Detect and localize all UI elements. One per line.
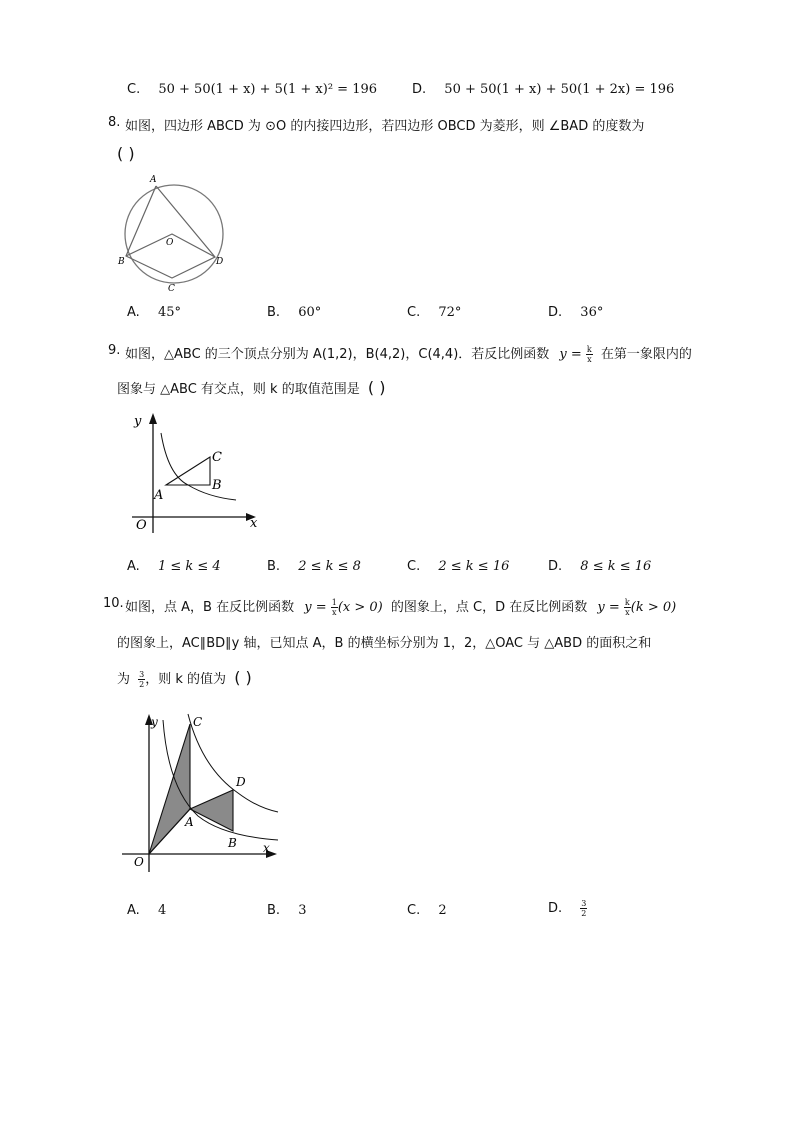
frac-denominator: x xyxy=(625,608,630,617)
q10-option-c xyxy=(407,903,447,918)
function-lhs: y = xyxy=(597,600,620,615)
option-value: 3 xyxy=(298,903,307,918)
axis-label-x: x xyxy=(250,516,258,531)
q8-stem: 如图，四边形 ABCD 为 ⊙O 的内接四边形，若四边形 OBCD 为菱形，则 ∠BAD 的度数为 xyxy=(125,119,645,134)
option-label: D. xyxy=(548,305,563,320)
q10-coordinate-figure xyxy=(118,708,283,880)
function-fraction xyxy=(331,598,338,617)
frac-numerator: 3 xyxy=(581,899,587,908)
q8-answer-bracket: ( ) xyxy=(117,144,135,163)
q10-option-d xyxy=(548,899,587,918)
q7-option-c xyxy=(127,82,377,97)
function-condition: (x > 0) xyxy=(337,600,383,615)
option-value: 1 ≤ k ≤ 4 xyxy=(157,559,221,574)
q8-option-a xyxy=(127,305,181,320)
option-label: D. xyxy=(548,559,563,574)
q10-answer-bracket: ( ) xyxy=(234,668,252,687)
q9-stem-line2 xyxy=(117,378,385,397)
q10-stem-line3 xyxy=(117,668,252,689)
label-o: O xyxy=(166,238,174,248)
axis-label-x: x xyxy=(263,841,270,855)
q8-circle-figure xyxy=(112,170,237,295)
stem-text: ，则 k 的值为 xyxy=(145,672,227,687)
option-label: C. xyxy=(407,903,421,918)
function-fraction xyxy=(624,598,631,617)
option-expression: 50 + 50(1 + x) + 5(1 + x)² = 196 xyxy=(158,82,378,97)
label-a: A xyxy=(150,175,157,185)
option-label: B. xyxy=(267,305,281,320)
option-fraction xyxy=(580,899,587,918)
option-value: 36° xyxy=(580,305,604,320)
option-label: B. xyxy=(267,903,281,918)
stem-text: 图象与 △ABC 有交点，则 k 的取值范围是 xyxy=(117,382,360,397)
q10-stem-line1 xyxy=(125,596,676,617)
option-label: A. xyxy=(127,559,140,574)
label-c: C xyxy=(193,715,203,729)
option-label: D. xyxy=(412,82,427,97)
stem-text: 如图，点 A，B 在反比例函数 xyxy=(125,600,295,615)
option-value: 2 ≤ k ≤ 16 xyxy=(438,559,510,574)
stem-text: 的图象上，点 C，D 在反比例函数 xyxy=(390,600,588,615)
frac-denominator: x xyxy=(332,608,337,617)
label-d: D xyxy=(216,257,224,267)
option-label: C. xyxy=(407,305,421,320)
label-c: C xyxy=(168,284,175,294)
function-condition: (k > 0) xyxy=(630,600,677,615)
q9-option-a xyxy=(127,559,221,574)
label-a: A xyxy=(185,815,194,829)
frac-denominator: x xyxy=(587,355,592,364)
q9-stem-line1 xyxy=(125,343,692,364)
q10-stem-line2: 的图象上，AC∥BD∥y 轴，已知点 A，B 的横坐标分别为 1，2，△OAC 与 △ABD 的面积之和 xyxy=(117,636,652,651)
option-label: C. xyxy=(407,559,421,574)
q9-option-b xyxy=(267,559,361,574)
frac-numerator: 3 xyxy=(139,670,145,679)
axis-label-y: y xyxy=(151,715,158,729)
q8-number: 8. xyxy=(108,115,121,130)
q10-option-a xyxy=(127,903,166,918)
label-a: A xyxy=(154,488,164,503)
q9-coordinate-figure xyxy=(128,405,268,537)
q9-number: 9. xyxy=(108,343,121,358)
q10-option-b xyxy=(267,903,306,918)
option-label: B. xyxy=(267,559,281,574)
frac-numerator: 1 xyxy=(331,598,337,607)
axis-label-y: y xyxy=(134,414,142,429)
q10-number: 10. xyxy=(103,596,124,611)
frac-denominator: 2 xyxy=(581,909,587,918)
q8-option-c xyxy=(407,305,461,320)
q9-answer-bracket: ( ) xyxy=(367,378,386,397)
label-b: B xyxy=(228,836,237,850)
q8-option-b xyxy=(267,305,321,320)
label-b: B xyxy=(118,257,125,267)
q7-option-d xyxy=(412,82,674,97)
label-c: C xyxy=(212,450,222,465)
frac-numerator: k xyxy=(624,598,630,607)
stem-text: 为 xyxy=(117,672,131,687)
frac-numerator: k xyxy=(586,345,592,354)
origin-label: O xyxy=(136,518,147,533)
origin-label: O xyxy=(134,855,144,869)
option-label: C. xyxy=(127,82,141,97)
function-fraction xyxy=(586,345,593,364)
option-value: 60° xyxy=(298,305,322,320)
option-value: 2 ≤ k ≤ 8 xyxy=(298,559,361,574)
q9-option-d xyxy=(548,559,651,574)
option-value: 2 xyxy=(438,903,447,918)
q9-option-c xyxy=(407,559,509,574)
stem-text: 如图，△ABC 的三个顶点分别为 A(1,2)，B(4,2)，C(4,4)．若反比例函数 xyxy=(125,347,550,362)
option-label: A. xyxy=(127,305,140,320)
option-value: 8 ≤ k ≤ 16 xyxy=(580,559,652,574)
frac-denominator: 2 xyxy=(139,680,145,689)
option-value: 72° xyxy=(438,305,462,320)
stem-text: 在第一象限内的 xyxy=(600,347,692,362)
option-expression: 50 + 50(1 + x) + 50(1 + 2x) = 196 xyxy=(444,82,675,97)
function-lhs: y = xyxy=(559,347,582,362)
option-value: 45° xyxy=(157,305,181,320)
q8-option-d xyxy=(548,305,603,320)
label-b: B xyxy=(212,478,222,493)
option-label: D. xyxy=(548,901,563,916)
option-label: A. xyxy=(127,903,140,918)
function-lhs: y = xyxy=(304,600,327,615)
label-d: D xyxy=(236,775,246,789)
option-value: 4 xyxy=(157,903,167,918)
